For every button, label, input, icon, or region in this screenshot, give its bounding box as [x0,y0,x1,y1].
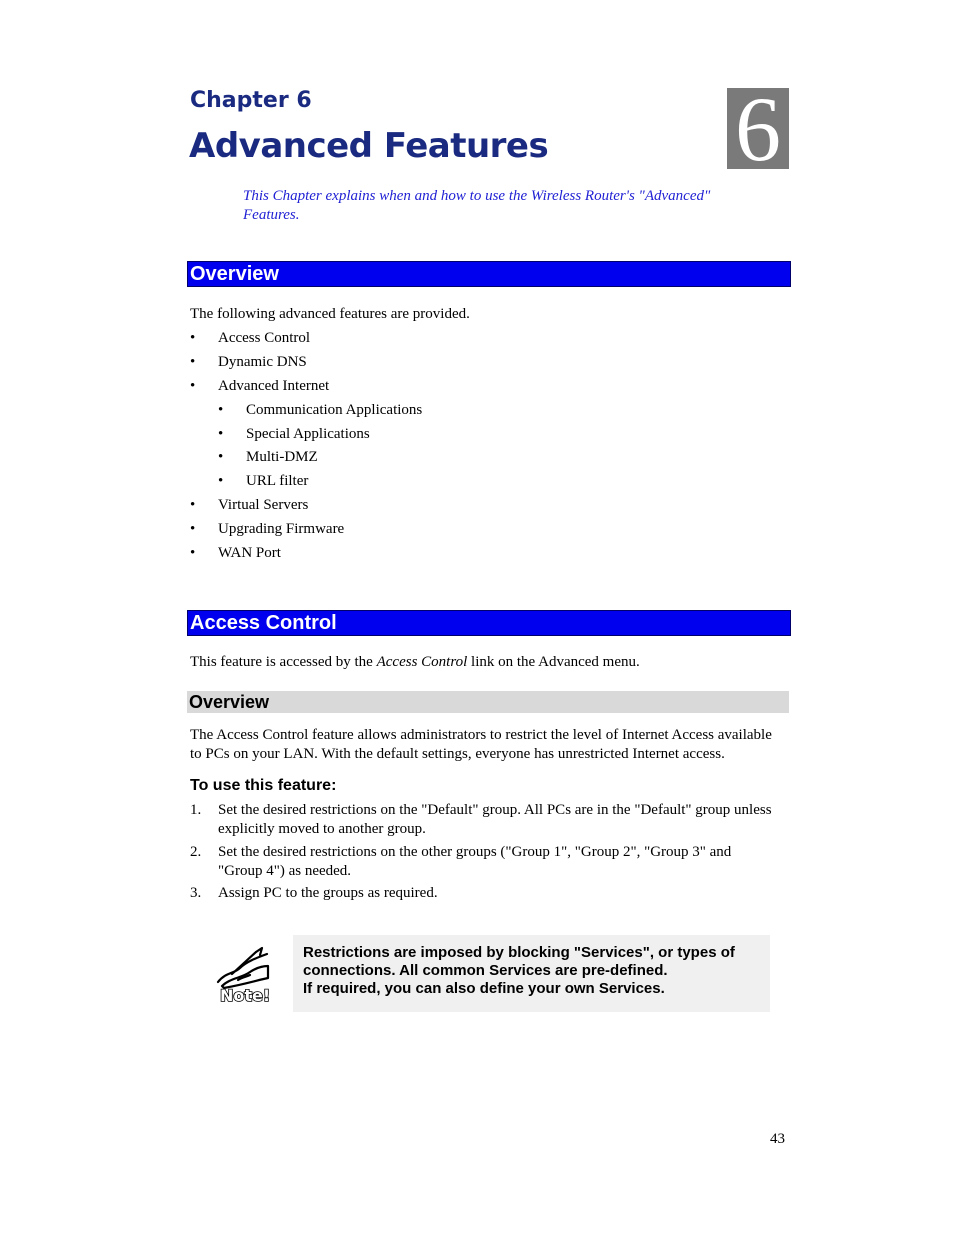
overview-section-heading: Overview [187,261,791,287]
note-icon [212,944,272,1004]
step-number: 2. [190,844,202,860]
step-text: Set the desired restrictions on the other groups ("Group 1", "Group 2", "Group 3" and "Group 4") as needed. [218,844,732,879]
bullet-icon: • [218,426,224,442]
bullet-icon: • [190,497,196,513]
bullet-icon: • [218,402,224,418]
chapter-title: Advanced Features [189,126,549,166]
bullet-icon: • [218,473,224,489]
list-item-label: Multi-DMZ [246,449,318,465]
bullet-icon: • [190,521,196,537]
bullet-icon: • [190,378,196,394]
overview-intro: The following advanced features are provided. [190,306,470,322]
intro-text: link on the Advanced menu. [467,654,640,670]
intro-text: This feature is accessed by the [190,654,377,670]
list-item-label: Virtual Servers [218,497,309,513]
list-item-label: Access Control [218,330,311,346]
access-control-description: The Access Control feature allows administrators to restrict the level of Internet Access available to PCs on your LAN. With the default settings, everyone has unrestricted Internet access. [190,727,772,762]
list-item-label: WAN Port [218,545,281,561]
list-item-label: Special Applications [246,426,370,442]
step-number: 3. [190,885,202,901]
bullet-icon: • [190,354,196,370]
list-item-label: Advanced Internet [218,378,330,394]
chapter-label: Chapter 6 [190,88,312,113]
step-text: Assign PC to the groups as required. [218,885,438,901]
to-use-heading: To use this feature: [190,777,337,794]
bullet-icon: • [218,449,224,465]
note-text: If required, you can also define your own Services. [303,980,665,997]
access-control-intro [190,653,640,672]
note-text: Restrictions are imposed by blocking "Services", or types of connections. All common Services are pre-defined. [303,944,735,979]
bullet-icon: • [190,330,196,346]
step-number: 1. [190,802,202,818]
list-item-label: Communication Applications [246,402,423,418]
list-item-label: URL filter [246,473,309,489]
chapter-number-badge: 6 [727,88,789,169]
page-number: 43 [770,1131,785,1147]
list-item-label: Dynamic DNS [218,354,307,370]
overview-sub-heading: Overview [187,691,789,713]
list-item-label: Upgrading Firmware [218,521,345,537]
bullet-icon: • [190,545,196,561]
access-control-link-reference: Access Control [376,654,468,670]
chapter-intro: This Chapter explains when and how to use the Wireless Router's "Advanced" Features. [243,188,711,223]
access-control-section-heading: Access Control [187,610,791,636]
step-text: Set the desired restrictions on the "Default" group. All PCs are in the "Default" group unless explicitly moved to another group. [218,802,772,837]
note-box [293,935,770,1012]
svg-text:Note!: Note! [220,986,271,1004]
